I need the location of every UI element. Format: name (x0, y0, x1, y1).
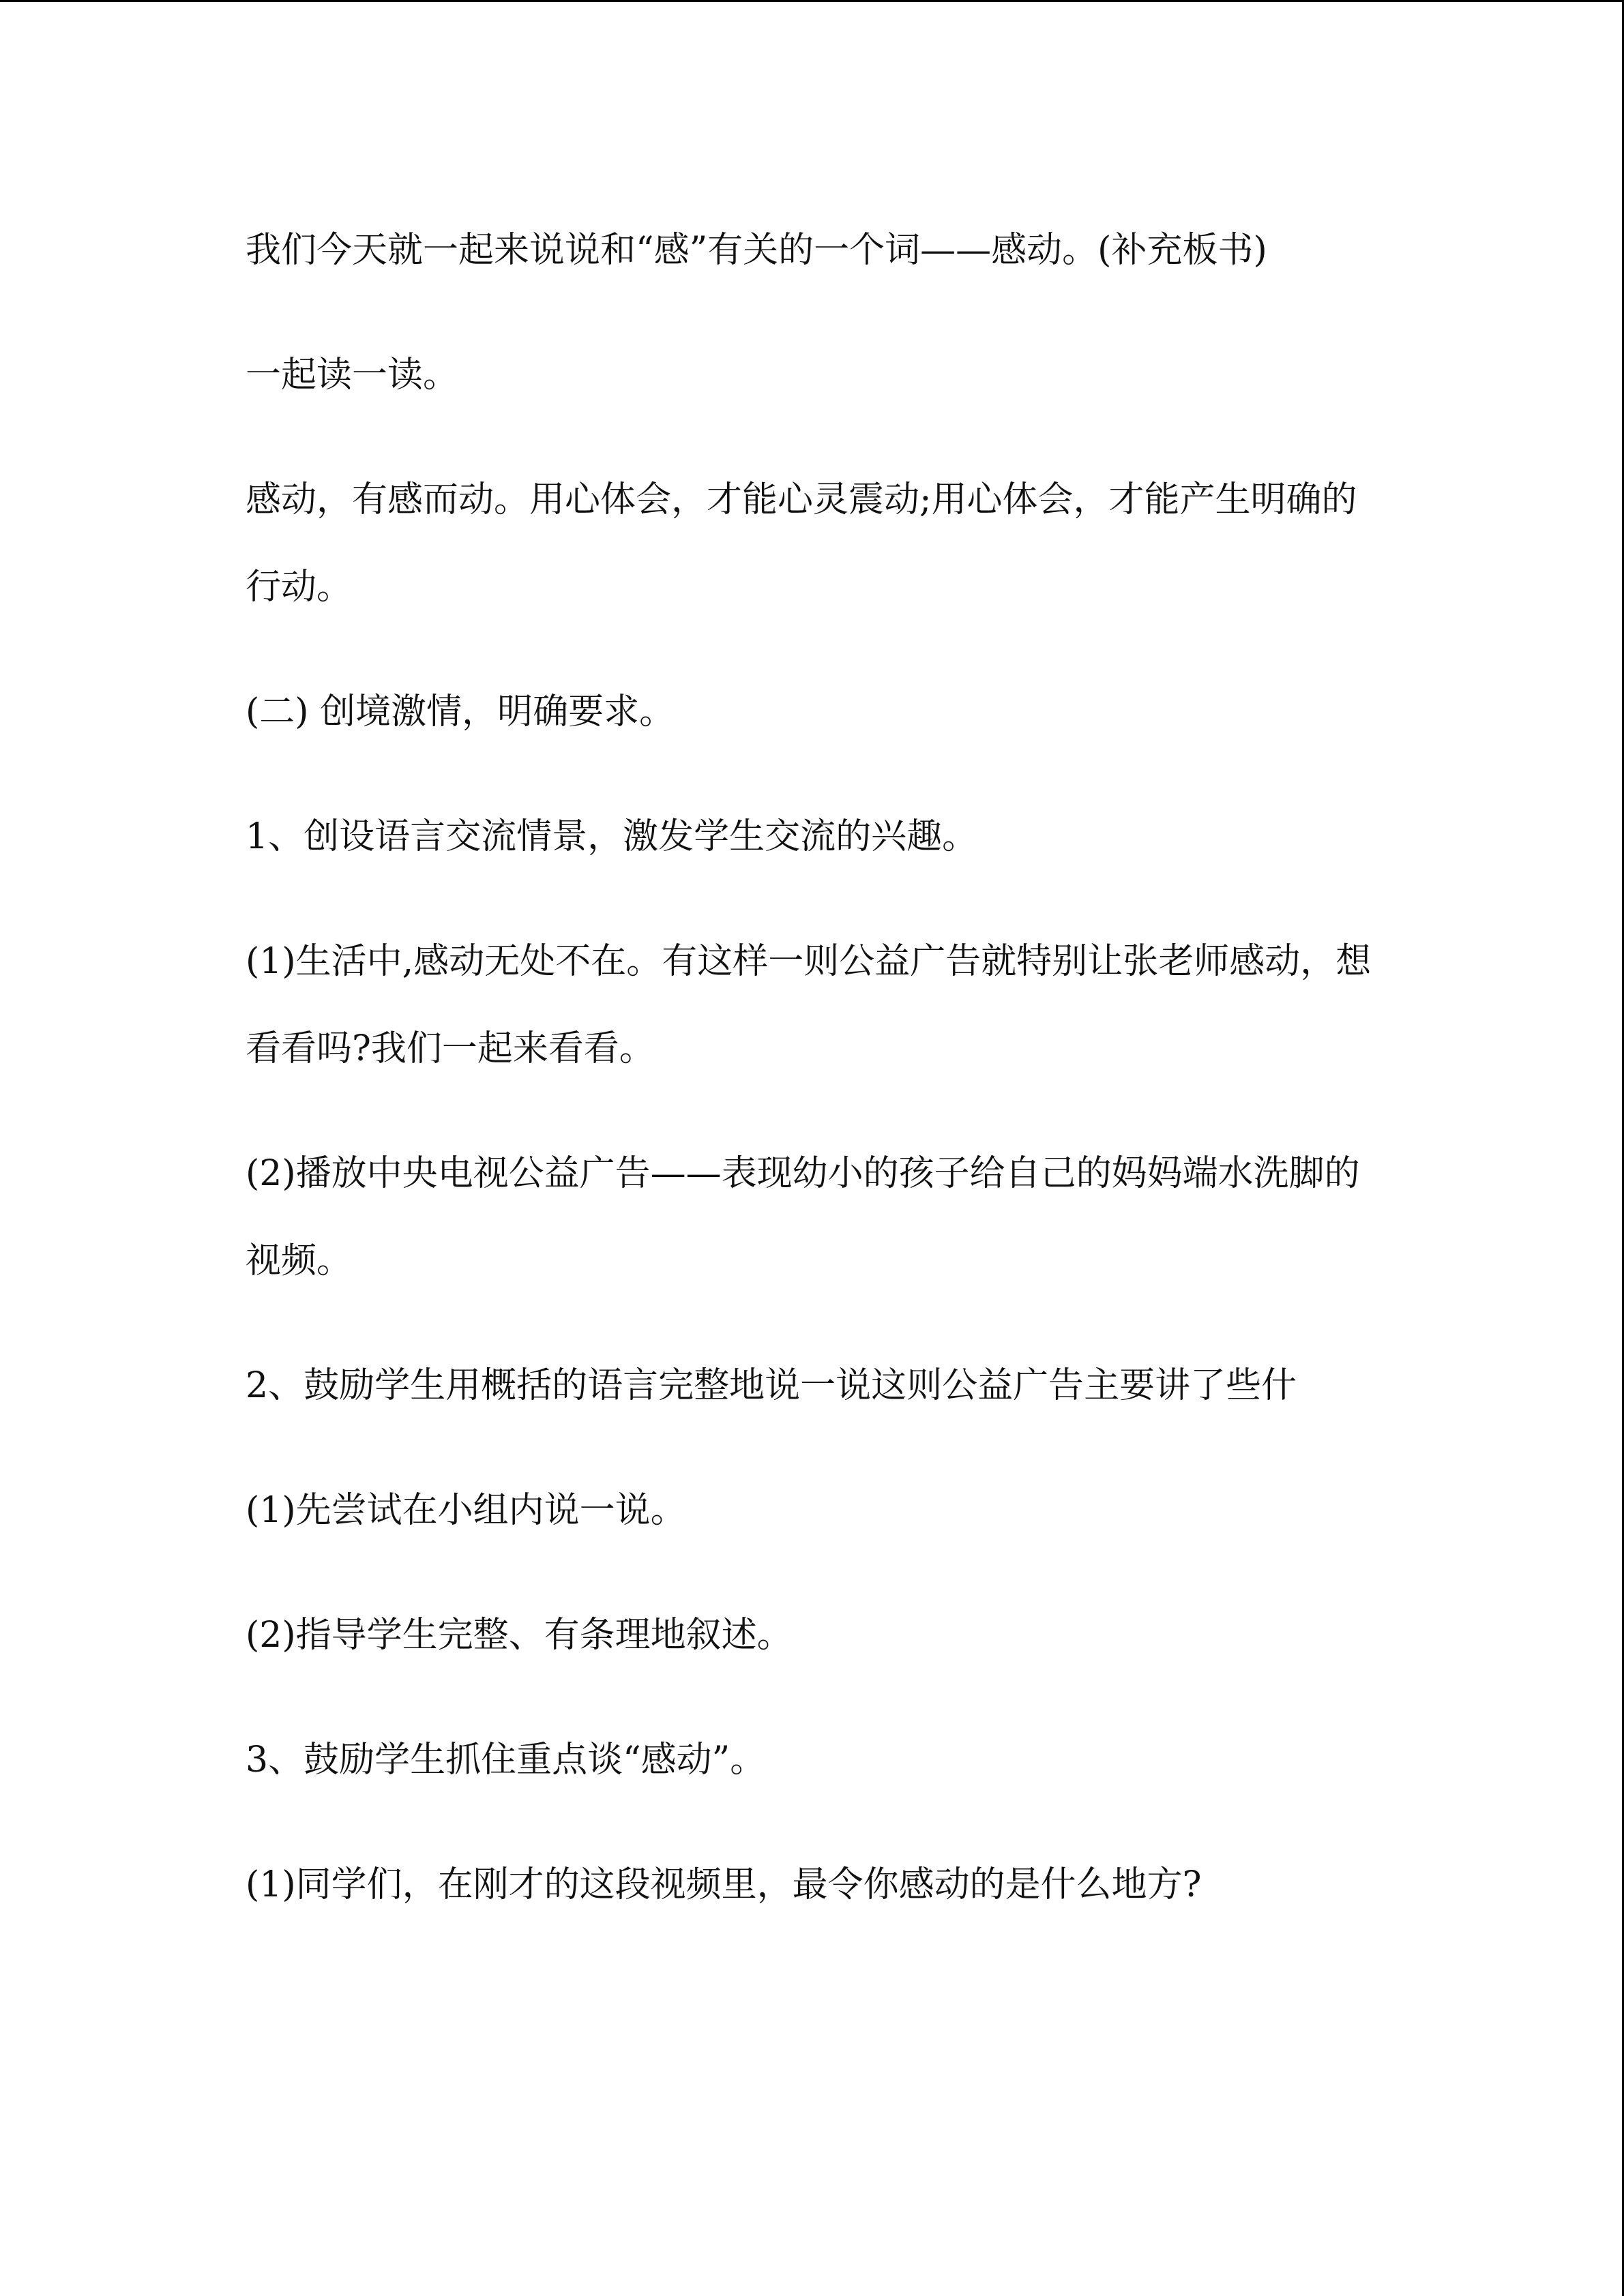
step-1-sub-2: (2)播放中央电视公益广告——表现幼小的孩子给自己的妈妈端水洗脚的视频。 (246, 1153, 1360, 1281)
document-body (246, 207, 1391, 1966)
step-1-sub-1: (1)生活中,感动无处不在。有这样一则公益广告就特别让张老师感动，想看看吗?我们一起来看看。 (246, 941, 1372, 1069)
section-heading-2: (二) 创境激情，明确要求。 (246, 691, 675, 732)
step-3: 3、鼓励学生抓住重点谈“感动”。 (246, 1740, 766, 1780)
step-3-sub-1: (1)同学们，在刚才的这段视频里，最令你感动的是什么地方? (246, 1864, 1202, 1905)
step-2: 2、鼓励学生用概括的语言完整地说一说这则公益广告主要讲了些什 (246, 1365, 1297, 1406)
step-2-sub-1: (1)先尝试在小组内说一说。 (246, 1490, 686, 1531)
paragraph-intro: 我们今天就一起来说说和“感”有关的一个词——感动。(补充板书) (246, 230, 1267, 271)
step-2-sub-2: (2)指导学生完整、有条理地叙述。 (246, 1615, 793, 1656)
paragraph-definition: 感动，有感而动。用心体会，才能心灵震动;用心体会，才能产生明确的行动。 (246, 479, 1357, 608)
step-1: 1、创设语言交流情景，激发学生交流的兴趣。 (246, 816, 978, 857)
paragraph-read-together: 一起读一读。 (246, 355, 459, 396)
